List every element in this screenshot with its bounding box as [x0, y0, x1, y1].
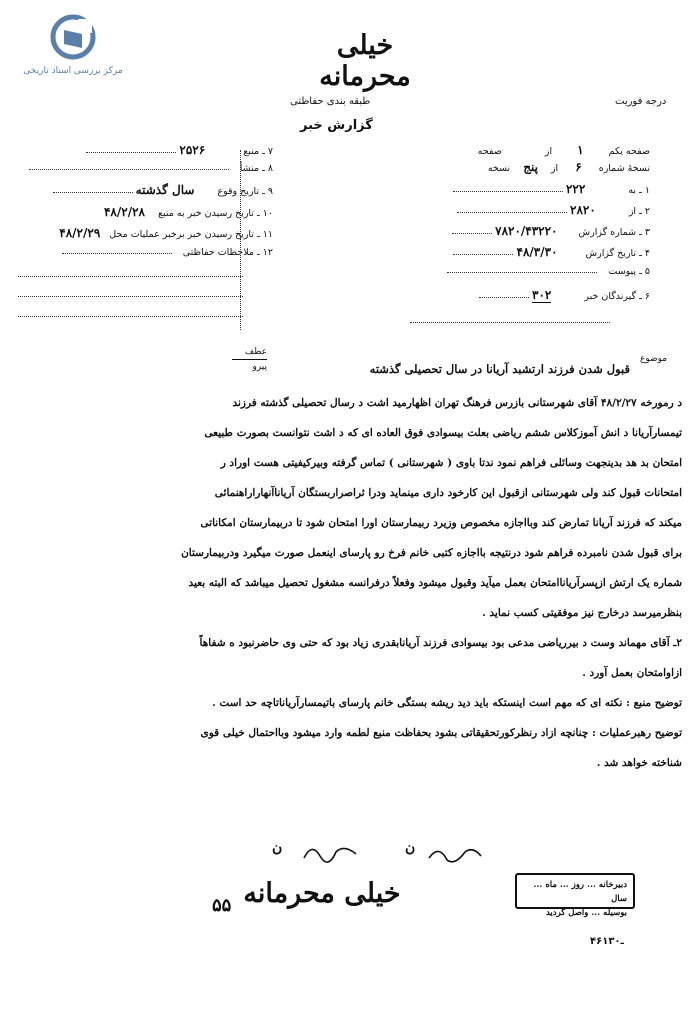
reference-divider [232, 359, 267, 360]
from-label: ۲ ـ از [628, 206, 650, 217]
bottom-stamp-number: ۵۵ [212, 895, 232, 916]
event-date-field [15, 183, 273, 197]
body-line: میکند که فرزند آریانا تمارض کند وبااجازه مخصوص وزیرد ربیمارستان اورا امتحان شود تا دربیمارستان امکاناتی [200, 517, 682, 529]
body-line: شناخته خواهد شد . [596, 757, 682, 769]
body-line: شماره یک ارتش ازپسرآریاناامتحان بعمل میآید وقبول میشود وفعلاً درفرانسه مشغول تحصیل میباشد که البته بعید [188, 577, 682, 589]
to-field [410, 182, 650, 196]
receipt-line-1: دبیرخانه ... روز ... ماه ... سال [533, 880, 627, 904]
report-number-field [410, 224, 650, 238]
recipients-value: ۳۰۲ [532, 288, 552, 302]
recipients-extra-line [410, 322, 610, 323]
to-label: ۱ ـ به [628, 185, 650, 196]
body-line: ازاوامتحان بعمل آورد . [582, 667, 682, 679]
body-line: تیمسارآریانا د انش آموزکلاس ششم ریاضی بعلت بیسوادی فوق العاده ای که د اشت نتوانست بصورت طبیعی [204, 427, 682, 439]
document-code: ۴۶ـ۱۳۰ [590, 936, 624, 947]
column-divider [240, 150, 242, 330]
recipients-label: ۶ ـ گیرندگان خبر [584, 291, 650, 302]
source-receipt-field [15, 205, 273, 219]
from-value: ۲۸۲۰ [570, 203, 596, 217]
attachment-label: ۵ ـ پیوست [608, 266, 650, 277]
copy-total: پنج [523, 160, 538, 174]
receipt-line-2: بوسیله ... واصل گردید [545, 908, 627, 918]
report-number-label: ۳ ـ شماره گزارش [578, 227, 650, 238]
body-line: بنظرمیرسد درخارج نیز موفقیتی کسب نماید . [482, 607, 682, 619]
local-receipt-field [2, 226, 273, 240]
report-date-value: ۴۸/۳/۳۰ [516, 245, 558, 259]
notes-line-2 [18, 296, 243, 297]
classification-label: طبقه بندی حفاظتی [290, 96, 371, 107]
source-value: ۲۵۲۶ [179, 143, 206, 157]
local-receipt-label: ۱۱ ـ تاریخ رسیدن خبر برخبر عملیات محل [109, 229, 273, 240]
copy-label: نسخهٔ شماره [598, 163, 650, 174]
source-receipt-label: ۱۰ ـ تاریخ رسیدن خبر به منبع [158, 208, 273, 219]
origin-field [15, 163, 273, 174]
origin-label: ۸ ـ منشأ [239, 163, 273, 174]
security-notes-label: ۱۲ ـ ملاحظات حفاظتی [182, 247, 273, 258]
event-date-value: سال گذشته [135, 183, 195, 197]
receipt-stamp [515, 873, 635, 918]
signature-2: ن [405, 840, 416, 856]
page-of: از [544, 146, 553, 157]
notes-line-1 [18, 276, 243, 277]
bottom-classification-stamp: خیلی محرمانه [243, 878, 401, 909]
body-line: توضیح رهبرعملیات : چنانچه ازاد رنظرکورتحقیقاتی بشود بحفاظت منبع لطمه وارد میشود وبااحتمال خیلی قوی [200, 727, 682, 739]
page-label: صفحه یکم [608, 146, 650, 157]
priority-label: درجه فوریت [615, 96, 667, 107]
source-field [15, 143, 273, 157]
body-line: توضیح منبع : نکته ای که مهم است اینستکه باید دید ریشه بستگی خانم پارسای باتیمسارآریاناتاچه حد است . [212, 697, 682, 709]
page-total: ۱ [577, 143, 584, 157]
recipients-field [410, 288, 650, 302]
source-receipt-value: ۴۸/۲/۲۸ [103, 205, 145, 219]
peyro-label: پیرو [252, 362, 267, 372]
report-date-label: ۴ ـ تاریخ گزارش [585, 248, 650, 259]
report-body [14, 388, 682, 778]
body-line: د رمورخه ۴۸/۲/۲۷ آقای شهرستانی بازرس فرهنگ تهران اظهارمید اشت د رسال تحصیلی گذشته فرزند [232, 397, 682, 409]
signature-scribble-2 [425, 842, 485, 868]
copy-field [410, 160, 650, 174]
page-suffix: صفحه [477, 146, 502, 157]
signature-1: ن [272, 840, 283, 856]
local-receipt-value: ۴۸/۲/۲۹ [59, 226, 101, 240]
top-classification-stamp: خیلی محرمانه [319, 30, 411, 92]
copy-suffix: نسخه [487, 163, 511, 174]
archive-logo-text: مرکز بررسی اسناد تاریخی [23, 66, 123, 76]
page-field [410, 143, 650, 157]
report-type-title: گزارش خبر [300, 118, 373, 133]
subject-text: قبول شدن فرزند ارتشبد آریانا در سال تحصیلی گذشته [369, 362, 630, 376]
body-line: امتحان بد هد بدینجهت وسائلی فراهم نمود ندتا باوی ( شهرستانی ) تماس گرفته وبیرکیفیتی هست اوراد ر [220, 457, 682, 469]
archive-logo-icon [50, 14, 96, 60]
notes-line-3 [18, 316, 243, 317]
source-label: ۷ ـ منبع [243, 146, 273, 157]
report-number-value: ۷۸۲۰/۴۳۲۲۰ [495, 224, 558, 238]
security-notes-field [15, 247, 273, 258]
from-field [410, 203, 650, 217]
copy-of: از [550, 163, 559, 174]
archive-logo [18, 14, 128, 76]
attachment-field [410, 266, 650, 277]
report-date-field [410, 245, 650, 259]
event-date-label: ۹ ـ تاریخ وقوع [217, 186, 273, 197]
signature-scribble-1 [300, 838, 360, 866]
body-line: برای قبول شدن نامبرده فراهم شود درنتیجه بااجازه کتبی خانم فرخ رو پارسای اینعمل صورت میگیرد ودربیمارستان [181, 547, 682, 559]
copy-number: ۶ [575, 160, 582, 174]
to-value: ۲۲۲ [565, 182, 586, 196]
body-line: امتحانات قبول کند ولی شهرستانی ازقبول این کارخود داری مینماید ودرا ثراصراربستگان آریاناآنهاراراهنمائی [214, 487, 682, 499]
body-line: ۲ـ آقای مهماند وست د بیرریاضی مدعی بود بیسوادی فرزند آریانابقدری زیاد بود که حتی وی حاضرنبود ه شفاهاً [199, 637, 682, 649]
subject-label: موضوع [640, 354, 668, 364]
atf-label: عطف [244, 347, 267, 357]
